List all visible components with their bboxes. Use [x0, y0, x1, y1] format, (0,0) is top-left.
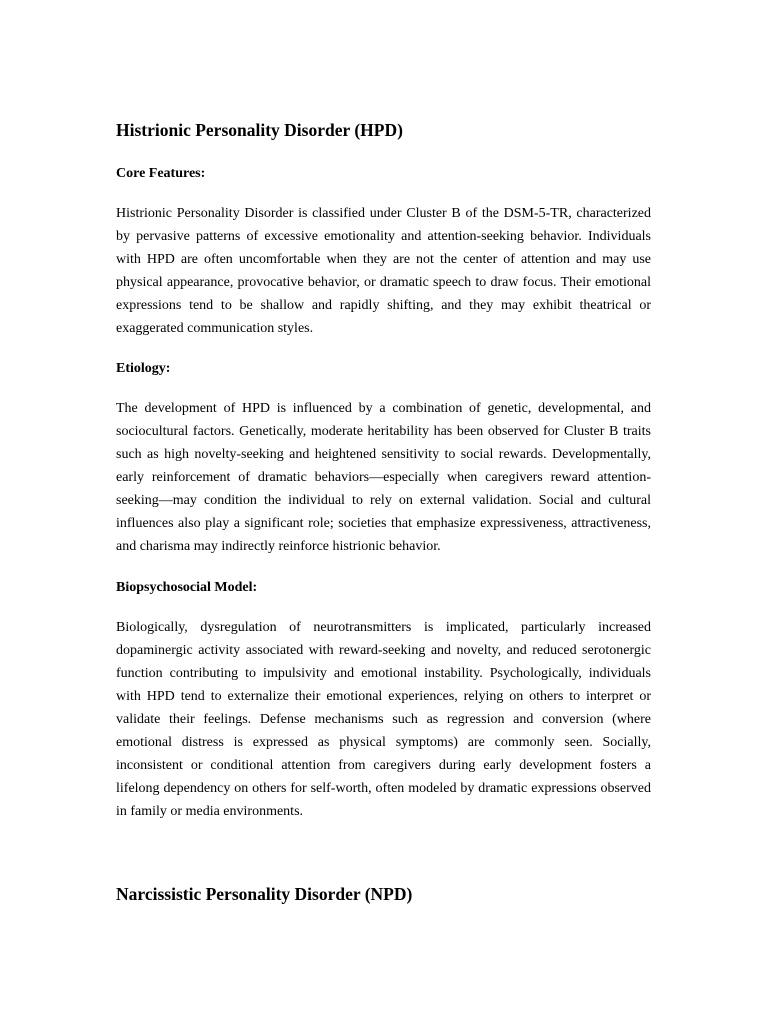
heading-biopsychosocial-model: Biopsychosocial Model:	[116, 580, 258, 595]
section-title-npd: Narcissistic Personality Disorder (NPD)	[116, 884, 413, 904]
heading-core-features: Core Features:	[116, 166, 206, 181]
paragraph-core-features: Histrionic Personality Disorder is classified under Cluster B of the DSM-5-TR, characterized by pervasive patterns of excessive emotionality and attention-seeking behavior. Individuals with HPD are often uncomfortable when they are not the center of attention and may use physical appearance, provocative behavior, or dramatic speech to draw focus. Their emotional expressions tend to be shallow and rapidly shifting, and they may exhibit theatrical or exaggerated communication styles.	[116, 206, 651, 336]
heading-etiology: Etiology:	[116, 361, 171, 376]
paragraph-biopsychosocial-model: Biologically, dysregulation of neurotransmitters is implicated, particularly increased dopaminergic activity associated with reward-seeking and novelty, and reduced serotonergic function contributing to impulsivity and emotional instability. Psychologically, individuals with HPD tend to externalize their emotional experiences, relying on others to interpret or validate their feelings. Defense mechanisms such as regression and conversion (where emotional distress is expressed as physical symptoms) are commonly seen. Socially, inconsistent or conditional attention from caregivers during early development fosters a lifelong dependency on others for self-worth, often modeled by dramatic expressions observed in family or media environments.	[116, 620, 651, 819]
paragraph-etiology: The development of HPD is influenced by a combination of genetic, developmental, and sociocultural factors. Genetically, moderate heritability has been observed for Cluster B traits such as high novelty-seeking and heightened sensitivity to social rewards. Developmentally, early reinforcement of dramatic behaviors—especially when caregivers reward attention-seeking—may condition the individual to rely on external validation. Social and cultural influences also play a significant role; societies that emphasize expressiveness, attractiveness, and charisma may indirectly reinforce histrionic behavior.	[116, 401, 651, 554]
section-title-hpd: Histrionic Personality Disorder (HPD)	[116, 120, 403, 140]
